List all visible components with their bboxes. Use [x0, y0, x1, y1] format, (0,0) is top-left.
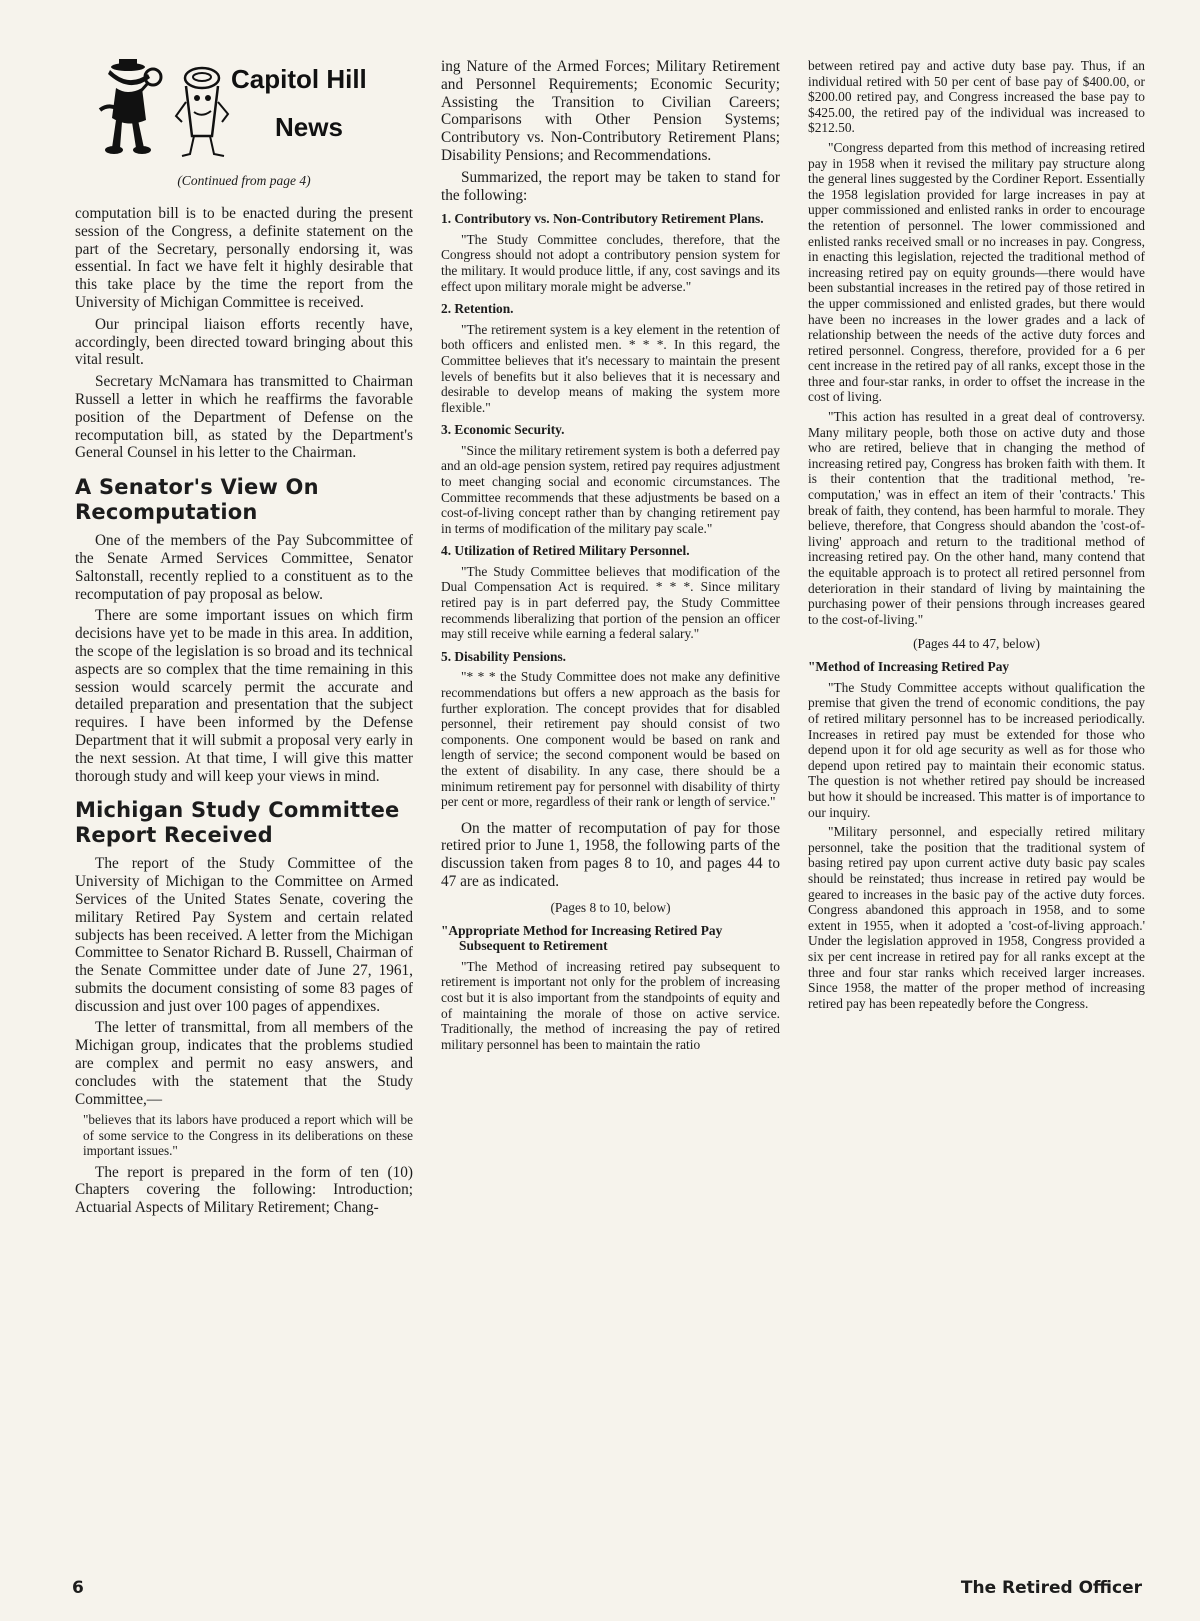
paragraph: computation bill is to be enacted during the present session of the Congress, a definite statement on the part of the Secretary, personally endorsing it, was essential. In fact we have felt it highly desirable that this take place by the time the report from the University of Michigan Committee is received. — [75, 205, 413, 311]
paragraph: "Since the military retirement system is both a deferred pay and an old-age pension system, retired pay requires adjustment to meet changing social and economic circumstances. The Committee recommends that these adjustments be based on a cost-of-living concept rather than by changing retirement pay in terms of modification of the military pay scale." — [441, 442, 780, 536]
paragraph: ing Nature of the Armed Forces; Military Retirement and Personnel Requirements; Economic Security; Assisting the Transition to Civilian Careers; Comparisons with Other Pension Systems; Contributory vs. Non-Contributory Retirement Plans; Disability Pensions; and Recommendations. — [441, 58, 780, 164]
paragraph: On the matter of recomputation of pay for those retired prior to June 1, 1958, the following parts of the discussion taken from pages 8 to 10, and pages 44 to 47 are as indicated. — [441, 819, 780, 891]
continued-note: (Continued from page 4) — [177, 173, 311, 188]
paragraph: The report of the Study Committee of the University of Michigan to the Committee on Armed Services of the United States Senate, covering the military Retired Pay System and certain related subjects has been received. A letter from the Michigan Committee to Senator Richard B. Russell, Chairman of the Senate Committee under date of June 27, 1961, submits the document consisting of some 83 pages of discussion and just over 100 pages of appendixes. — [75, 855, 413, 1015]
page-number: 6 — [72, 1578, 84, 1598]
paragraph: There are some important issues on which firm decisions have yet to be made in this area. In addition, the scope of the legislation is so broad and its technical aspects are so complex that the time remaining in this session would scarcely permit the accurate and detailed preparation and presentation that the subject requires. I have been informed by the Defense Department that it will submit a proposal very early in the next session. At that time, I will give this matter thorough study and will keep your views in mind. — [75, 607, 413, 785]
paragraph: "* * * the Study Committee does not make any definitive recommendations but offers a new approach as the basis for further exploration. The concept provides that for disabled personnel, their retirement pay should consist of two components. One component would be based on rank and length of service; the second component would be based on the extent of disability. In any case, there should be a minimum retirement pay for personnel with disability of thirty per cent or more, regardless of their rank or length of service." — [441, 669, 780, 810]
column-2 — [441, 58, 780, 1056]
mascot-illustration-icon — [98, 58, 233, 163]
paragraph: The report is prepared in the form of ten (10) Chapters covering the following: Introduction; Actuarial Aspects of Military Retirement; Chang- — [75, 1163, 413, 1217]
subheading: 5. Disability Pensions. — [441, 648, 567, 664]
paragraph: The letter of transmittal, from all members of the Michigan group, indicates that the problems studied are complex and permit no easy answers, and concludes with the statement that the Study Committee,— — [75, 1019, 413, 1108]
paragraph: One of the members of the Pay Subcommittee of the Senate Armed Services Committee, Senator Saltonstall, recently replied to a constituent as to the recomputation of pay proposal as below. — [75, 532, 413, 603]
subheading: 2. Retention. — [441, 301, 514, 317]
paragraph: "The Study Committee believes that modification of the Dual Compensation Act is required. * * *. Since military retired pay is in part deferred pay, the Study Committee recommends liberalizing that portion of the pension an officer may still receive while earning a federal salary." — [441, 563, 780, 642]
paragraph: "The Method of increasing retired pay subsequent to retirement is important not only for the problem of increasing cost but it is also important from the standpoints of equity and of maintaining the morale of those on active service. Traditionally, the method of increasing the pay of retired military personnel has been to maintain the ratio — [441, 958, 780, 1052]
subheading: 1. Contributory vs. Non-Contributory Retirement Plans. — [441, 211, 764, 227]
paragraph: "This action has resulted in a great deal of controversy. Many military people, both those on active duty and those who are retired, believe that in changing the method of increasing retired pay, Congress has broken faith with them. It is their contention that the traditional method, 're-computation,' was in effect an item of their 'contracts.' This break of faith, they contend, has been harmful to morale. They believe, therefore, that Congress should abandon the 'cost-of-living' approach and return to the traditional method of increasing retired pay. On the other hand, many contend that the equitable approach is to protect all retired personnel from deterioration in their standard of living by maintaining the purchasing power of their pensions through increases geared to the cost-of-living." — [808, 409, 1145, 627]
magazine-name: The Retired Officer — [960, 1578, 1142, 1598]
paragraph: "The Study Committee accepts without qualification the premise that given the trend of economic conditions, the pay of retired military personnel has to be increased periodically. Increases in retired pay must be extended for those who depend upon it for old age security as well as for those who depend upon retired pay to maintain their economic status. The question is not whether retired pay should be increased but how it should be increased. This matter is of importance to our inquiry. — [808, 679, 1145, 820]
section-header — [75, 58, 413, 173]
page-range-note: (Pages 44 to 47, below) — [913, 636, 1040, 652]
paragraph: between retired pay and active duty base pay. Thus, if an individual retired with 50 per cent of base pay of $400.00, or $200.00 retired pay, and Congress increased the base pay to $425.00, the retired pay of the individual was increased to $212.50. — [808, 58, 1145, 136]
subheading: "Method of Increasing Retired Pay — [808, 659, 1010, 675]
block-quote: "believes that its labors have produced a report which will be of some service to the Congress in its deliberations on these important issues." — [83, 1112, 413, 1159]
subheading: 3. Economic Security. — [441, 422, 565, 438]
heading-michigan-report: Michigan Study Committee Report Received — [75, 798, 400, 847]
paragraph: Our principal liaison efforts recently have, accordingly, been directed toward bringing about this vital result. — [75, 315, 413, 369]
heading-senators-view: A Senator's View On Recomputation — [75, 475, 319, 524]
paragraph: "The Study Committee concludes, therefore, that the Congress should not adopt a contributory pension system for the military. It would produce little, if any, cost savings and its effect upon military morale might be adverse." — [441, 231, 780, 294]
header-title-line-1: Capitol Hill — [231, 64, 367, 94]
paragraph: "Congress departed from this method of increasing retired pay in 1958 when it revised the military pay structure along the general lines suggested by the Cordiner Report. Essentially the 1958 legislation provided for large increases in pay at upper commissioned and enlisted ranks in order to encourage the retention of personnel. The lower commissioned and enlisted ranks received small or no increases in pay. Congress, in enacting this legislation, rejected the traditional method of increasing retired pay on equity grounds—there would have been substantial increases in the retired pay of those retired in the upper commissioned and enlisted grades, but there would have been no increases in the lower grades and a lack of relationship between the needs of the active duty forces and retired personnel. Congress, therefore, provided for a 6 per cent increase in the retired pay of all ranks, except those in the three and four-star ranks, in order to offset the increase in the cost of living. — [808, 139, 1145, 405]
subheading: 4. Utilization of Retired Military Personnel. — [441, 543, 690, 559]
page-range-note: (Pages 8 to 10, below) — [550, 899, 671, 915]
column-3 — [808, 58, 1145, 1015]
paragraph: Summarized, the report may be taken to stand for the following: — [441, 168, 780, 204]
paragraph: "Military personnel, and especially retired military personnel, take the position that the traditional system of basing retired pay upon current active duty basic pay scales should be reinstated; thus increase in retired pay would be geared to increases in the basic pay of the active duty forces. Congress abandoned this approach in 1958, and to some extent in 1955, when it adopted a 'cost-of-living approach.' Under the legislation approved in 1958, Congress provided a six per cent increase in retired pay for all ranks except at the three and four star ranks which received larger increases. Since 1958, the matter of the proper method of increasing retired pay has been repeatedly before the Congress. — [808, 824, 1145, 1011]
subheading: "Appropriate Method for Increasing Retired Pay Subsequent to Retirement — [441, 922, 723, 954]
paragraph: "The retirement system is a key element in the retention of both officers and enlisted men. * * *. In this regard, the Committee believes that it's necessary to maintain the present levels of benefits but it also believes that it is necessary and desirable to develop means of making the system more flexible." — [441, 321, 780, 415]
paragraph: Secretary McNamara has transmitted to Chairman Russell a letter in which he reaffirms the favorable position of the Department of Defense on the recomputation bill, as stated by the Department's General Counsel in his letter to the Chairman. — [75, 373, 413, 462]
header-title-line-2: News — [275, 112, 343, 142]
column-1 — [75, 58, 413, 1221]
